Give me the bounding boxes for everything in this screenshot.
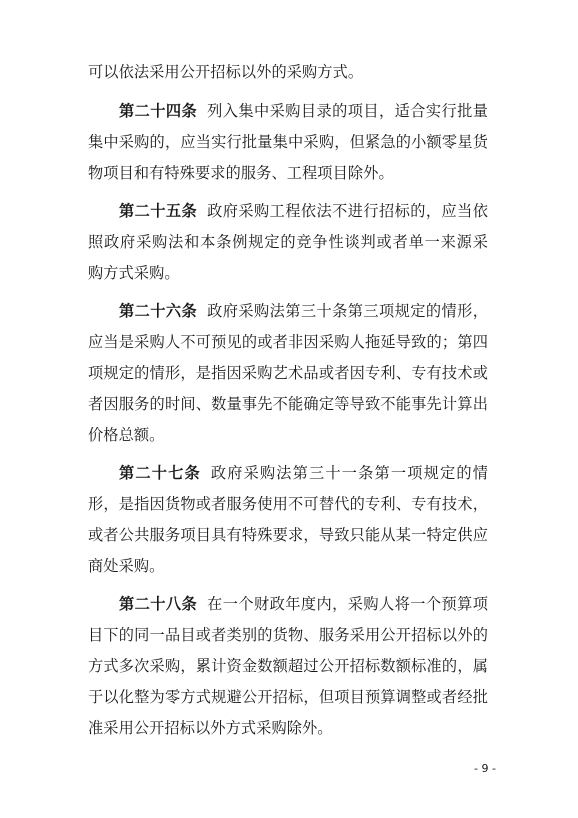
article-27-heading-line [119, 461, 488, 485]
article-number: 第二十五条 [119, 202, 198, 220]
line-text: 项规定的情形，是指因采购艺术品或者因专利、专有技术或 [88, 364, 488, 382]
article-28-heading-line [119, 592, 488, 616]
line-text: 政府采购法第三十一条第一项规定的情 [210, 464, 489, 482]
page-number: - 9 - [474, 762, 496, 775]
text-line [88, 685, 488, 709]
text-line [88, 492, 488, 516]
text-line [88, 423, 488, 447]
line-text: 政府采购工程依法不进行招标的，应当依 [207, 202, 488, 220]
article-25-heading-line [119, 199, 488, 223]
line-text: 照政府采购法和本条例规定的竞争性谈判或者单一来源采 [88, 233, 488, 251]
text-line [88, 623, 488, 647]
line-text: 准采用公开招标以外方式采购除外。 [88, 719, 333, 737]
line-text: 列入集中采购目录的项目，适合实行批量 [207, 102, 488, 120]
line-text: 集中采购的，应当实行批量集中采购，但紧急的小额零星货 [88, 133, 488, 151]
line-text: 于以化整为零方式规避公开招标，但项目预算调整或者经批 [88, 688, 488, 706]
line-text: 价格总额。 [88, 426, 165, 444]
article-24-heading-line [119, 99, 488, 123]
text-line [88, 230, 488, 254]
text-line [88, 261, 488, 285]
line-text: 可以依法采用公开招标以外的采购方式。 [88, 63, 364, 81]
line-text: 政府采购法第三十条第三项规定的情形， [207, 302, 488, 320]
article-number: 第二十七条 [119, 464, 201, 482]
line-text: 或者公共服务项目具有特殊要求，导致只能从某一特定供应 [88, 526, 488, 544]
article-26-heading-line [119, 299, 488, 323]
text-line [88, 523, 488, 547]
text-line [88, 60, 488, 84]
line-text: 目下的同一品目或者类别的货物、服务采用公开招标以外的 [88, 626, 488, 644]
text-line [88, 654, 488, 678]
text-line [88, 716, 488, 740]
article-number: 第二十六条 [119, 302, 198, 320]
text-line [88, 392, 488, 416]
text-line [88, 130, 488, 154]
line-text: 方式多次采购，累计资金数额超过公开招标数额标准的，属 [88, 657, 488, 675]
line-text: 形，是指因货物或者服务使用不可替代的专利、专有技术， [88, 495, 488, 513]
line-text: 商处采购。 [88, 557, 165, 575]
line-text: 购方式采购。 [88, 264, 180, 282]
line-text: 在一个财政年度内，采购人将一个预算项 [207, 595, 488, 613]
text-line [88, 361, 488, 385]
text-line [88, 554, 488, 578]
line-text: 应当是采购人不可预见的或者非因采购人拖延导致的；第四 [88, 333, 488, 351]
text-line [88, 330, 488, 354]
line-text: 物项目和有特殊要求的服务、工程项目除外。 [88, 164, 394, 182]
text-line [88, 161, 488, 185]
article-number: 第二十四条 [119, 102, 198, 120]
line-text: 者因服务的时间、数量事先不能确定等导致不能事先计算出 [88, 395, 488, 413]
article-number: 第二十八条 [119, 595, 198, 613]
